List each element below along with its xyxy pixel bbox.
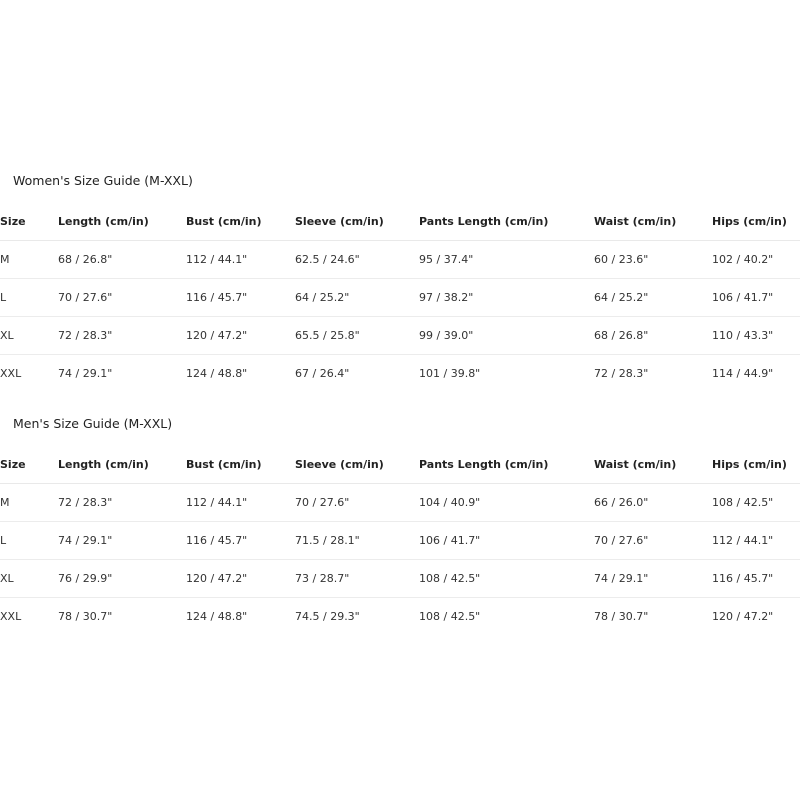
cell-pants-length: 99 / 39.0" <box>419 317 594 355</box>
header-hips: Hips (cm/in) <box>712 445 800 484</box>
cell-sleeve: 67 / 26.4" <box>295 367 350 380</box>
cell-sleeve: 70 / 27.6" <box>295 484 419 522</box>
cell-length: 68 / 26.8" <box>58 241 186 279</box>
header-pants-length: Pants Length (cm/in) <box>419 202 594 241</box>
cell-sleeve: 64 / 25.2" <box>295 279 419 317</box>
cell-bust: 112 / 44.1" <box>186 484 295 522</box>
cell-size: XXL <box>0 367 22 380</box>
cell-waist: 60 / 23.6" <box>594 241 712 279</box>
header-bust: Bust (cm/in) <box>186 202 295 241</box>
cell-length: 70 / 27.6" <box>58 279 186 317</box>
cell-hips: 102 / 40.2" <box>712 241 800 279</box>
cell-size: XL <box>0 560 58 598</box>
cell-bust: 116 / 45.7" <box>186 522 295 560</box>
cell-sleeve: 62.5 / 24.6" <box>295 241 419 279</box>
header-size: Size <box>0 202 58 241</box>
cell-bust: 124 / 48.8" <box>186 610 248 623</box>
cell-waist: 72 / 28.3" <box>594 367 649 380</box>
cell-hips: 114 / 44.9" <box>712 367 774 380</box>
table-row <box>0 560 800 598</box>
cell-pants-length: 101 / 39.8" <box>419 367 481 380</box>
header-pants-length: Pants Length (cm/in) <box>419 445 594 484</box>
cell-waist: 74 / 29.1" <box>594 560 712 598</box>
table-row <box>0 241 800 279</box>
cell-length: 74 / 29.1" <box>58 522 186 560</box>
header-hips: Hips (cm/in) <box>712 202 800 241</box>
header-sleeve: Sleeve (cm/in) <box>295 445 419 484</box>
cell-pants-length: 108 / 42.5" <box>419 560 594 598</box>
table-row <box>0 522 800 560</box>
womens-size-table <box>0 202 800 392</box>
header-waist: Waist (cm/in) <box>594 202 712 241</box>
header-bust: Bust (cm/in) <box>186 445 295 484</box>
cell-waist: 70 / 27.6" <box>594 522 712 560</box>
cell-pants-length: 108 / 42.5" <box>419 610 481 623</box>
cell-hips: 116 / 45.7" <box>712 560 800 598</box>
cell-waist: 68 / 26.8" <box>594 317 712 355</box>
cell-bust: 112 / 44.1" <box>186 241 295 279</box>
cell-size: L <box>0 279 58 317</box>
table-row <box>0 317 800 355</box>
cell-length: 76 / 29.9" <box>58 560 186 598</box>
cell-pants-length: 104 / 40.9" <box>419 484 594 522</box>
cell-length: 78 / 30.7" <box>58 610 113 623</box>
cell-size: XL <box>0 317 58 355</box>
mens-size-guide-title: Men's Size Guide (M-XXL) <box>13 416 173 431</box>
table-header-row <box>0 202 800 241</box>
cell-size: M <box>0 484 58 522</box>
cell-waist: 64 / 25.2" <box>594 279 712 317</box>
cell-sleeve: 65.5 / 25.8" <box>295 317 419 355</box>
cell-size: XXL <box>0 610 22 623</box>
cell-bust: 116 / 45.7" <box>186 279 295 317</box>
cell-pants-length: 95 / 37.4" <box>419 241 594 279</box>
cell-size: L <box>0 522 58 560</box>
cell-sleeve: 74.5 / 29.3" <box>295 610 360 623</box>
cell-hips: 112 / 44.1" <box>712 522 800 560</box>
header-waist: Waist (cm/in) <box>594 445 712 484</box>
cell-length: 72 / 28.3" <box>58 317 186 355</box>
table-row <box>0 279 800 317</box>
header-size: Size <box>0 445 58 484</box>
cell-size: M <box>0 241 58 279</box>
header-length: Length (cm/in) <box>58 445 186 484</box>
cell-pants-length: 106 / 41.7" <box>419 522 594 560</box>
cell-hips: 106 / 41.7" <box>712 279 800 317</box>
cell-sleeve: 73 / 28.7" <box>295 560 419 598</box>
cell-hips: 110 / 43.3" <box>712 317 800 355</box>
table-row <box>0 484 800 522</box>
mens-size-table <box>0 445 800 635</box>
header-sleeve: Sleeve (cm/in) <box>295 202 419 241</box>
cell-pants-length: 97 / 38.2" <box>419 279 594 317</box>
cell-waist: 78 / 30.7" <box>594 610 649 623</box>
header-length: Length (cm/in) <box>58 202 186 241</box>
cell-bust: 124 / 48.8" <box>186 367 248 380</box>
cell-length: 72 / 28.3" <box>58 484 186 522</box>
cell-hips: 120 / 47.2" <box>712 610 774 623</box>
table-row <box>0 598 800 636</box>
cell-sleeve: 71.5 / 28.1" <box>295 522 419 560</box>
cell-bust: 120 / 47.2" <box>186 560 295 598</box>
table-row <box>0 355 800 393</box>
womens-size-guide-title: Women's Size Guide (M-XXL) <box>13 173 193 188</box>
cell-hips: 108 / 42.5" <box>712 484 800 522</box>
cell-waist: 66 / 26.0" <box>594 484 712 522</box>
cell-length: 74 / 29.1" <box>58 367 113 380</box>
table-header-row <box>0 445 800 484</box>
cell-bust: 120 / 47.2" <box>186 317 295 355</box>
